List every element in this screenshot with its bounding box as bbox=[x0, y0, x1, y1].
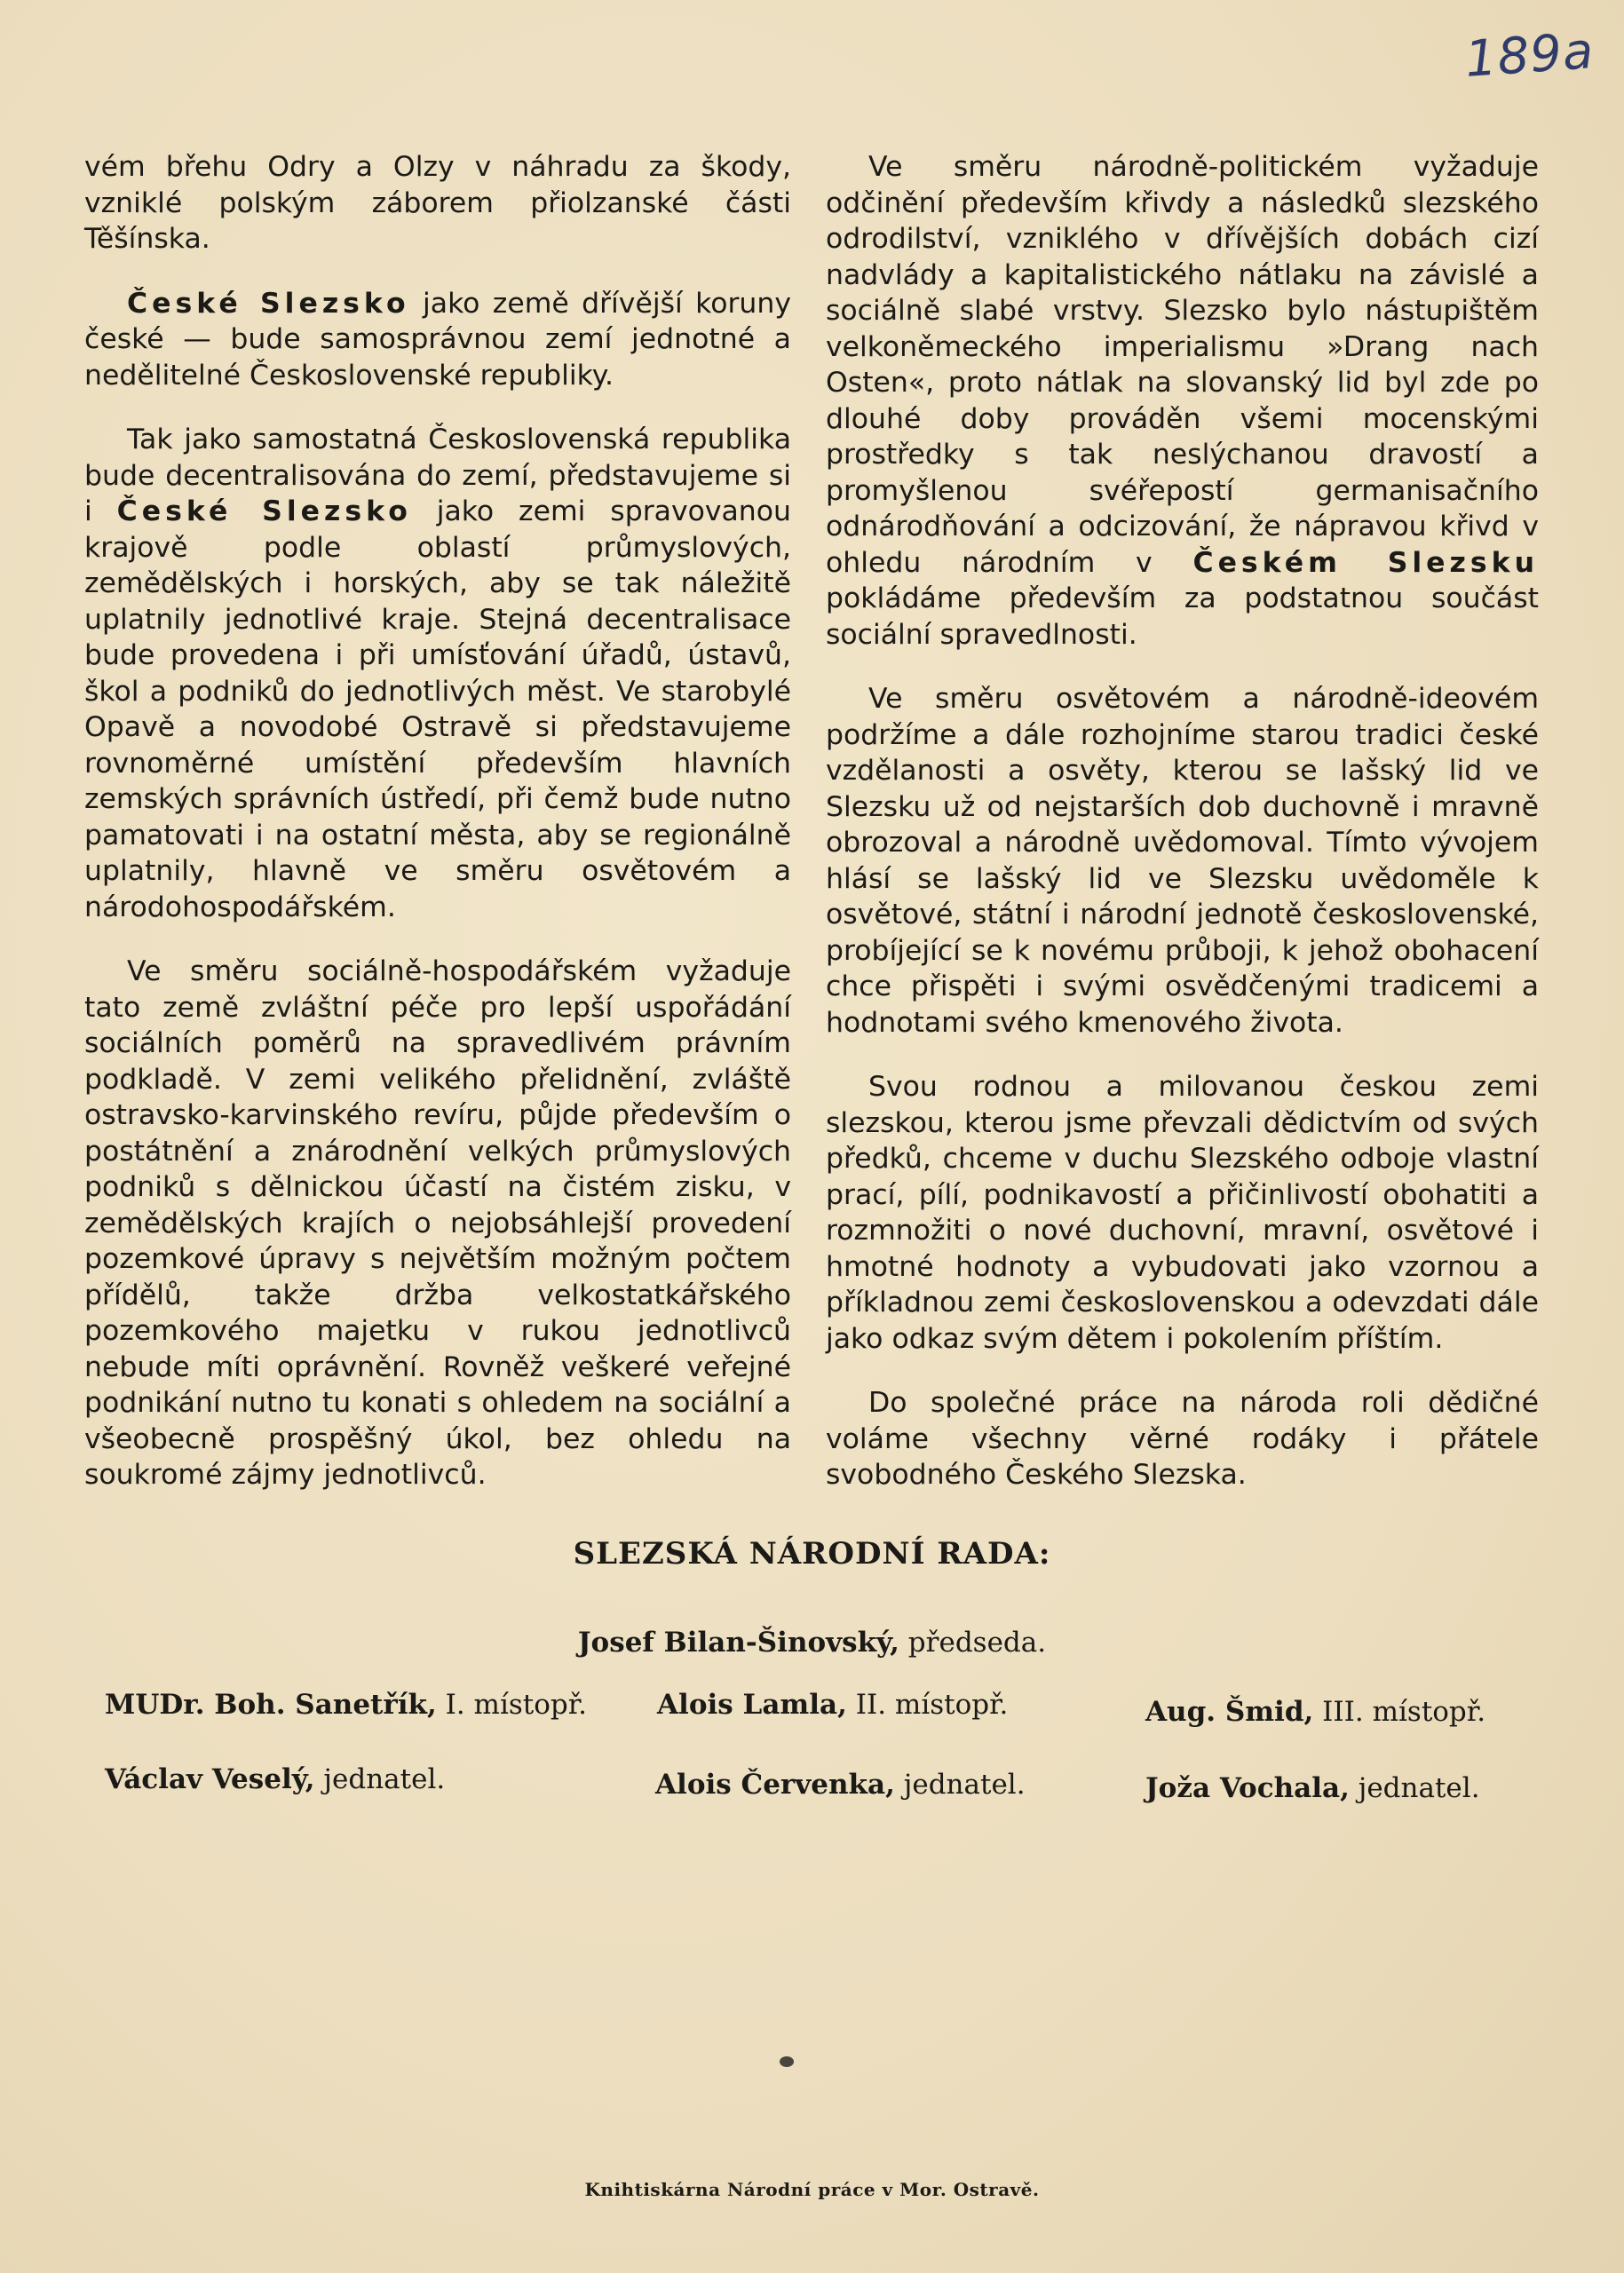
emphasis-ceske-slezsko: České Slezsko bbox=[116, 495, 412, 527]
signatory-role: jednatel. bbox=[314, 1763, 446, 1795]
right-paragraph-4: Do společné práce na národa roli dědičné voláme všechny věrné rodáky i přátele svobodného Českého Slezska. bbox=[826, 1387, 1539, 1491]
right-text-column bbox=[826, 149, 1539, 1522]
left-paragraph-4: Ve směru sociálně-hospodářském vyžaduje tato země zvláštní péče pro lepší uspořádání sociálních poměrů na spravedlivém právním podkladě. V zemi velikého přelidnění, zvláště ostravsko-karvinského revíru, půjde především o postátnění a znárodnění velkých průmyslových podniků s dělnickou účastí na čistém zisku, v zemědělských krajích o nejobsáhlejší provedení pozemkové úpravy s největším možným počtem přídělů, takže držba velkostatkářského pozemkového majetku v rukou jednotlivců nebude míti oprávnění. Rovněž veškeré veřejné podnikání nutno tu konati s ohledem na sociální a všeobecně prospěšný úkol, bez ohledu na soukromé zájmy jednotlivců. bbox=[84, 955, 791, 1491]
signatory-role: jednatel. bbox=[1349, 1772, 1480, 1804]
signatory bbox=[1145, 1696, 1485, 1728]
signatory-name: MUDr. Boh. Sanetřík, bbox=[105, 1689, 437, 1721]
council-title: SLEZSKÁ NÁRODNÍ RADA: bbox=[573, 1536, 1051, 1572]
signatory-name: Josef Bilan-Šinovský, bbox=[577, 1627, 899, 1659]
signatory-name: Alois Červenka, bbox=[655, 1769, 895, 1801]
right-paragraph-3: Svou rodnou a milovanou českou zemi slezskou, kterou jsme převzali dědictvím od svých předků, chceme v duchu Slezského odboje vlastní prací, pílí, podnikavostí a přičinlivostí obohatiti a rozmnožiti o nové duchovní, mravní, osvětové i hmotné hodnoty a vybudovati jako vzornou a příkladnou zemi československou a odevzdati dále jako odkaz svým dětem i pokolením příštím. bbox=[826, 1071, 1539, 1355]
left-paragraph-1: vém břehu Odry a Olzy v náhradu za škody, vzniklé polským záborem přiolzanské části Těšínska. bbox=[84, 151, 791, 255]
signatory-name: Alois Lamla, bbox=[657, 1689, 847, 1721]
right-paragraph-1 bbox=[826, 149, 1539, 653]
signatory-name: Joža Vochala, bbox=[1145, 1772, 1350, 1804]
signatory bbox=[105, 1763, 445, 1795]
chair-signature bbox=[0, 1627, 1624, 1659]
printer-imprint: Knihtiskárna Národní práce v Mor. Ostravě. bbox=[584, 2179, 1040, 2200]
left-paragraph-3 bbox=[84, 422, 791, 925]
signatory-role: III. místopř. bbox=[1313, 1696, 1486, 1728]
signatory-role: II. místopř. bbox=[846, 1689, 1009, 1721]
left-paragraph-3-text-a: Tak jako samostatná Československá republika bude decentralisována do zemí, představujeme si i bbox=[84, 424, 791, 527]
left-text-column bbox=[84, 149, 791, 1522]
right-paragraph-1-text-a: Ve směru národně-politickém vyžaduje odčinění především křivdy a následků slezského odrodilství, vzniklého v dřívějších dobách cizí nadvlády a kapitalistického nátlaku na závislé a sociálně slabé vrstvy. Slezsko bylo nástupištěm velkoněmeckého imperialismu »Drang nach Osten«, proto nátlak na slovanský lid byl zde po dlouhé doby prováděn všemi mocenskými prostředky s tak neslýchanou dravostí a promyšlenou svéřepostí germanisačního odnárodňování a odcizování, že nápravou křivd v ohledu národním v bbox=[826, 151, 1539, 579]
right-paragraph-2: Ve směru osvětovém a národně-ideovém podržíme a dále rozhojníme starou tradici české vzdělanosti a osvěty, kterou se lašský lid ve Slezsku už od nejstarších dob duchovně i mravně obrozoval a národně uvědomoval. Tímto vývojem hlásí se lašský lid ve Slezsku uvědoměle k osvětové, státní i národní jednotě československé, probíjející se k novému průboji, k jehož obohacení chce přispěti i svými osvědčenými tradicemi a hodnotami svého kmenového života. bbox=[826, 683, 1539, 1039]
right-paragraph-1-text-b: pokládáme především za podstatnou součást sociální spravedlnosti. bbox=[826, 582, 1539, 651]
left-paragraph-2-text: jako země dřívější koruny české — bude samosprávnou zemí jednotné a nedělitelné Československé republiky. bbox=[84, 287, 791, 392]
signatory bbox=[1145, 1772, 1480, 1804]
signatory-name: Aug. Šmid, bbox=[1145, 1696, 1314, 1728]
signatory-role: jednatel. bbox=[894, 1769, 1026, 1801]
left-paragraph-2 bbox=[84, 286, 791, 394]
signatory bbox=[657, 1689, 1008, 1721]
signatory-role: předseda. bbox=[899, 1627, 1047, 1659]
signatory-role: I. místopř. bbox=[436, 1689, 588, 1721]
signatory bbox=[655, 1769, 1026, 1801]
emphasis-ceskem-slezsku: Českém Slezsku bbox=[1192, 546, 1539, 579]
emphasis-ceske-slezsko: České Slezsko bbox=[127, 287, 410, 320]
handwritten-page-number: 189a bbox=[1462, 22, 1596, 89]
signatory-name: Václav Veselý, bbox=[105, 1763, 315, 1795]
signatory bbox=[105, 1689, 587, 1721]
left-paragraph-3-text-b: jako zemi spravovanou krajově podle oblastí průmyslových, zemědělských i horských, aby se tak náležitě uplatnily jednotlivé kraje. Stejná decentralisace bude provedena i při umísťování úřadů, ústavů, škol a podniků do jednotlivých měst. Ve starobylé Opavě a novodobé Ostravě si představujeme rovnoměrné umístění především hlavních zemských správních ústředí, při čemž bude nutno pamatovati i na ostatní města, aby se regionálně uplatnily, hlavně ve směru osvětovém a národohospodářském. bbox=[84, 495, 792, 923]
ornament-dot bbox=[780, 2056, 794, 2067]
